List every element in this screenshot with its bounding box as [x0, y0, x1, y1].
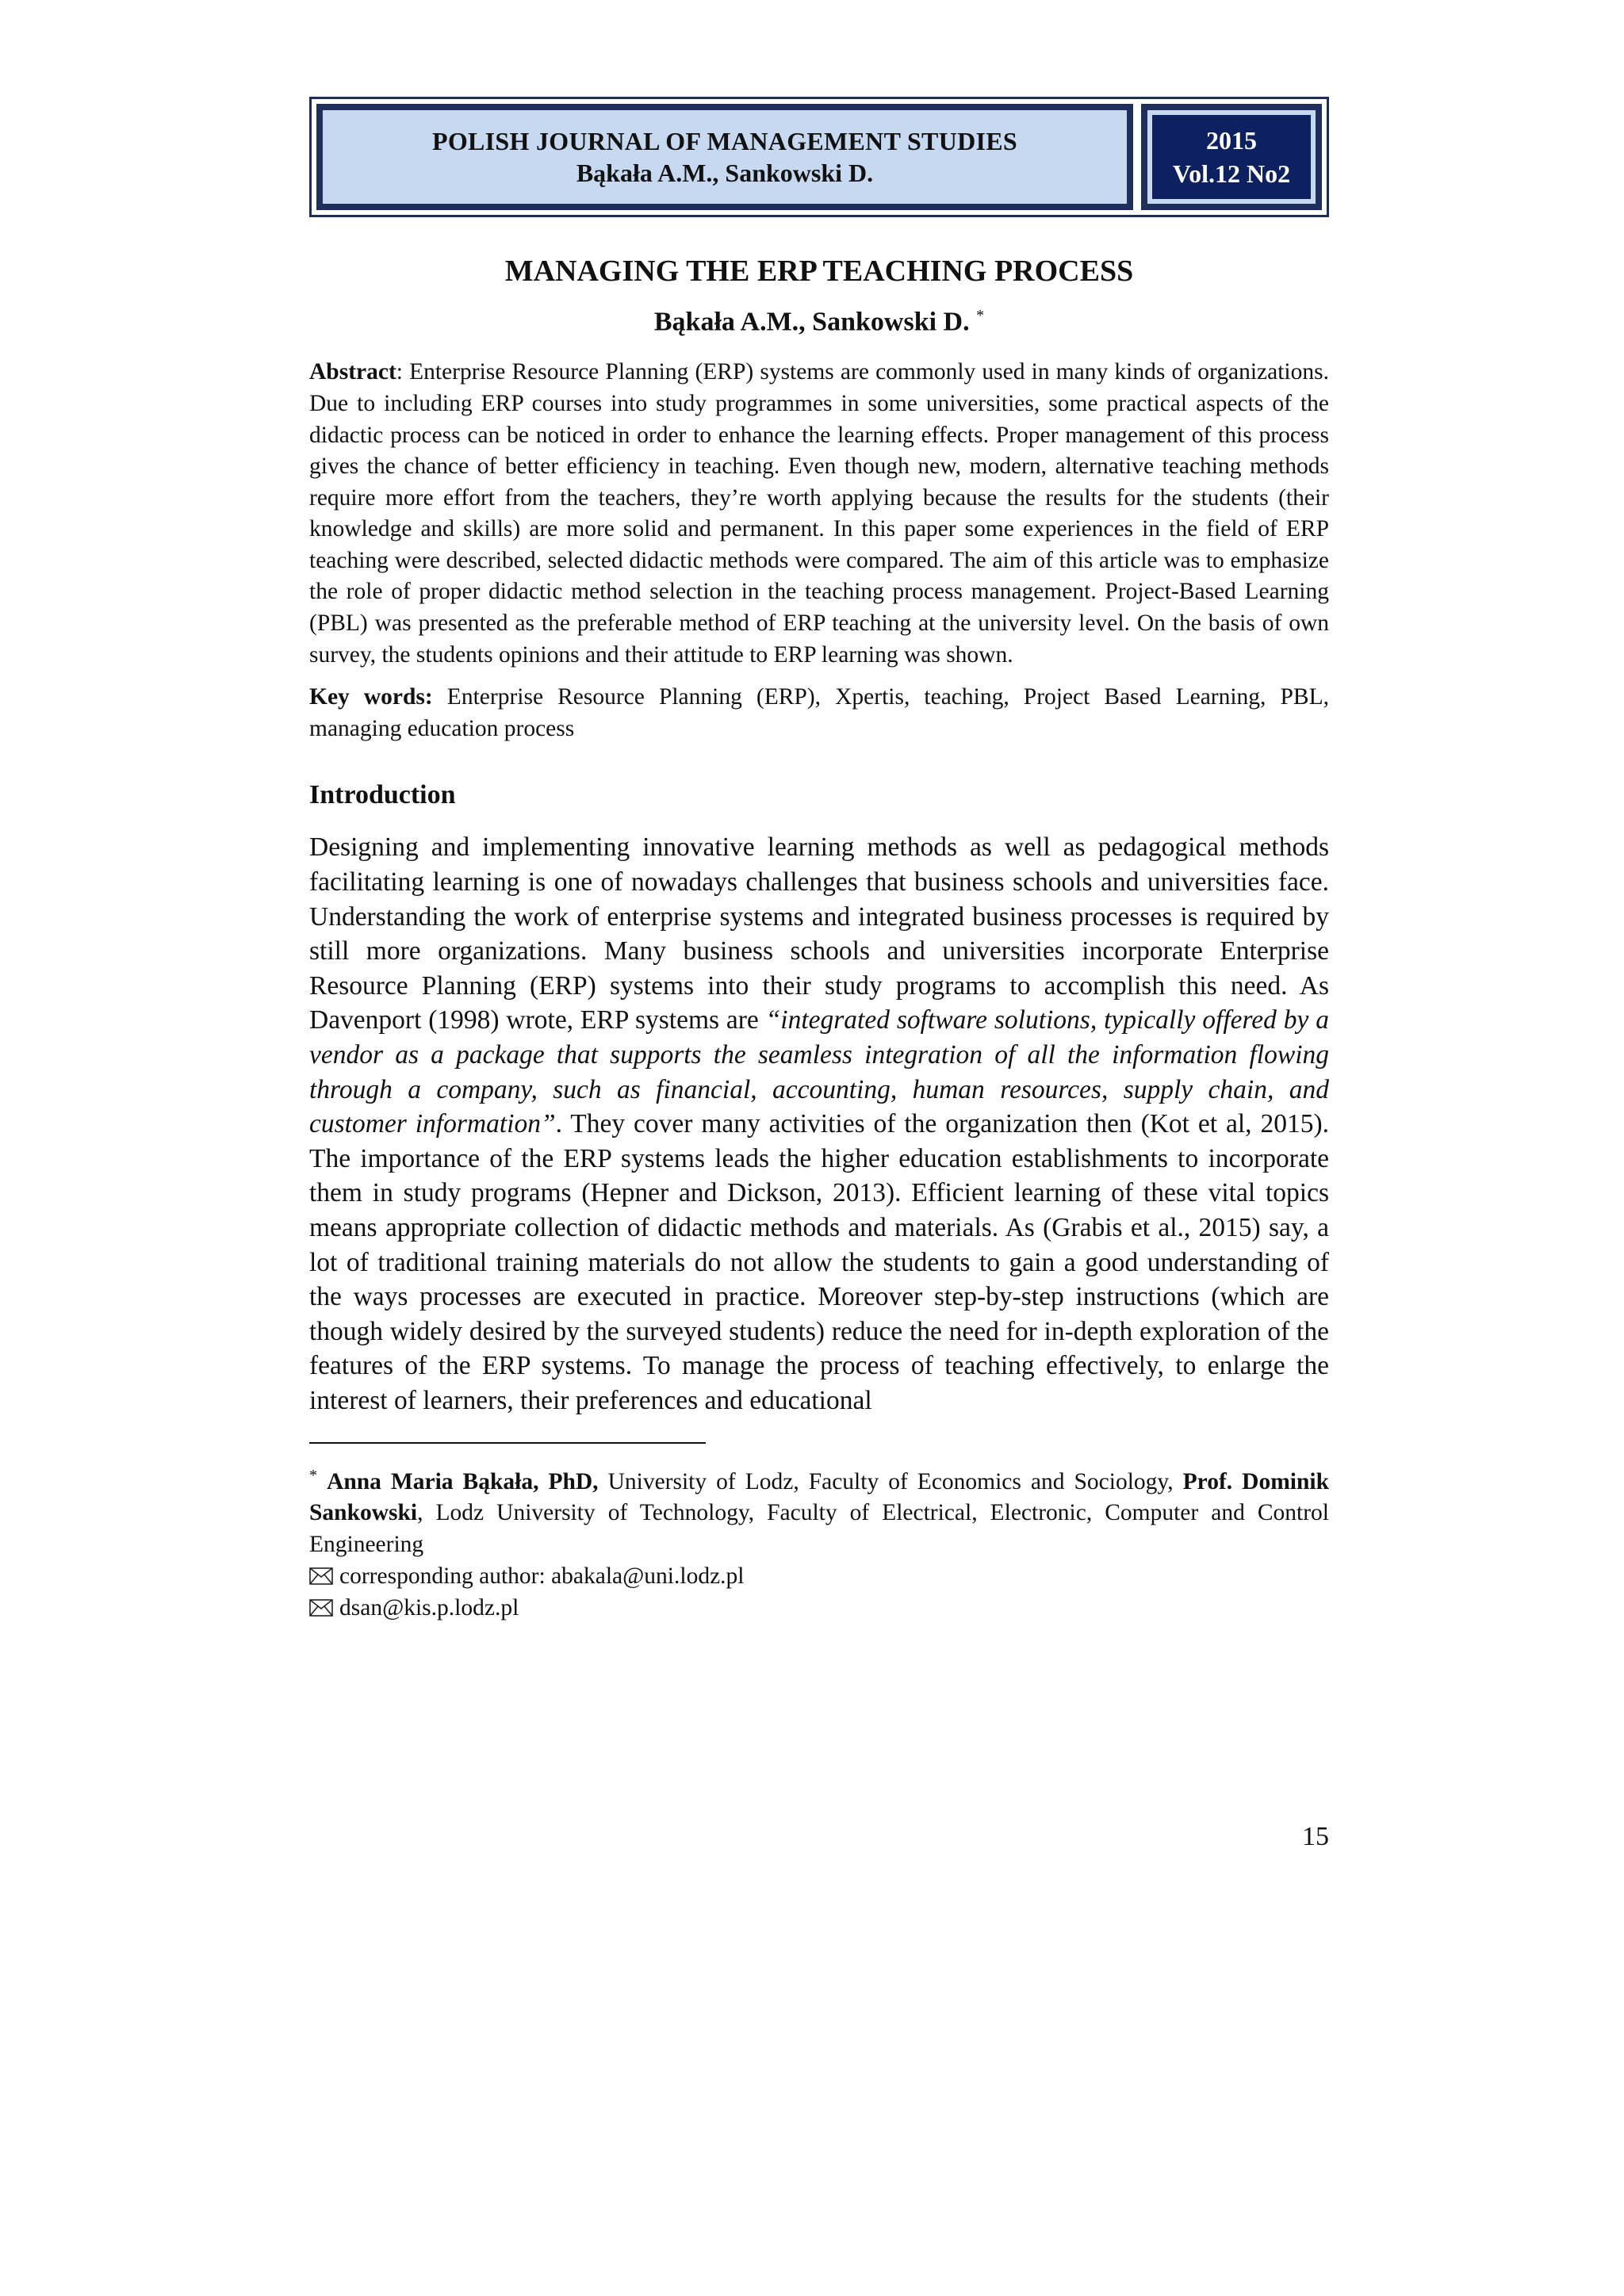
footnote-separator	[309, 1442, 706, 1444]
abstract	[309, 357, 1329, 671]
davenport-quote: “integrated software solutions, typically offered by a vendor as a package that supports the seamless integration of all the information flowing through a company, such as financial, accounting, human resources, supply chain, and customer information”	[309, 1005, 1329, 1139]
footnote-affiliation1: University of Lodz, Faculty of Economics and Sociology,	[598, 1468, 1183, 1494]
page	[309, 97, 1329, 1851]
author-footnote	[309, 1460, 1329, 1561]
abstract-text: : Enterprise Resource Planning (ERP) systems are commonly used in many kinds of organizations. Due to including ERP courses into study programmes in some universities, some practical aspects of the didactic process can be noticed in order to enhance the learning effects. Proper management of this process gives the chance of better efficiency in teaching. Even though new, modern, alternative teaching methods require more effort from the teachers, they’re worth applying because the results for the students (their knowledge and skills) are more solid and permanent. In this paper some experiences in the field of ERP teaching were described, selected didactic methods were compared. The aim of this article was to emphasize the role of proper didactic method selection in the teaching process management. Project-Based Learning (PBL) was presented as the preferable method of ERP teaching at the university level. On the basis of own survey, the students opinions and their attitude to ERP learning was shown.	[309, 359, 1329, 668]
footnote-affiliation2: , Lodz University of Technology, Faculty of Electrical, Electronic, Computer and Control Engineering	[309, 1500, 1329, 1558]
envelope-icon	[309, 1599, 333, 1617]
introduction-paragraph	[309, 830, 1329, 1418]
article-authors	[309, 298, 1329, 339]
keywords-label: Key words:	[309, 684, 433, 710]
intro-text-part1: Designing and implementing innovative learning methods as well as pedagogical methods facilitating learning is one of nowadays challenges that business schools and universities face. Understanding the work of enterprise systems and integrated business processes is required by still more organizations. Many business schools and universities incorporate Enterprise Resource Planning (ERP) systems into their study programs to accomplish this need. As Davenport (1998) wrote, ERP systems are	[309, 832, 1329, 1035]
header-journal-box	[316, 104, 1133, 210]
journal-year: 2015	[1206, 126, 1257, 155]
page-number: 15	[1302, 1822, 1329, 1851]
email-second-author[interactable]: dsan@kis.p.lodz.pl	[339, 1595, 519, 1621]
header-authors: Bąkała A.M., Sankowski D.	[576, 159, 874, 187]
email-line-1	[309, 1560, 1329, 1592]
section-heading-introduction: Introduction	[309, 780, 456, 810]
article-authors-text: Bąkała A.M., Sankowski D.	[653, 307, 970, 337]
email-corresponding[interactable]: corresponding author: abakala@uni.lodz.pl	[339, 1563, 745, 1590]
journal-header	[309, 97, 1329, 217]
footnote-author2: Prof. Dominik Sankowski	[309, 1468, 1329, 1526]
keywords	[309, 682, 1329, 744]
footnote-mark: *	[309, 1466, 317, 1484]
footnote-author1: Anna Maria Bąkała, PhD,	[327, 1468, 599, 1494]
envelope-icon	[309, 1567, 333, 1585]
author-footnote-mark: *	[976, 307, 985, 324]
volume-panel	[1152, 115, 1311, 199]
abstract-label: Abstract	[309, 359, 396, 385]
journal-volume: Vol.12 No2	[1172, 159, 1291, 188]
intro-text-part2: . They cover many activities of the organization then (Kot et al, 2015). The importance of the ERP systems leads the higher education establishments to incorporate them in study programs (Hepner and Dickson, 2013). Efficient learning of these vital topics means appropriate collection of didactic methods and materials. As (Grabis et al., 2015) say, a lot of traditional training materials do not allow the students to gain a good understanding of the ways processes are executed in practice. Moreover step-by-step instructions (which are though widely desired by the surveyed students) reduce the need for in-depth exploration of the features of the ERP systems. To manage the process of teaching effectively, to enlarge the interest of learners, their preferences and educational	[309, 1109, 1329, 1415]
header-volume-box	[1141, 104, 1322, 210]
keywords-text: Enterprise Resource Planning (ERP), Xpertis, teaching, Project Based Learning, PBL, managing education process	[309, 684, 1329, 741]
email-line-2	[309, 1592, 1329, 1624]
journal-name: POLISH JOURNAL OF MANAGEMENT STUDIES	[431, 127, 1018, 155]
article-title: MANAGING THE ERP TEACHING PROCESS	[504, 254, 1134, 288]
